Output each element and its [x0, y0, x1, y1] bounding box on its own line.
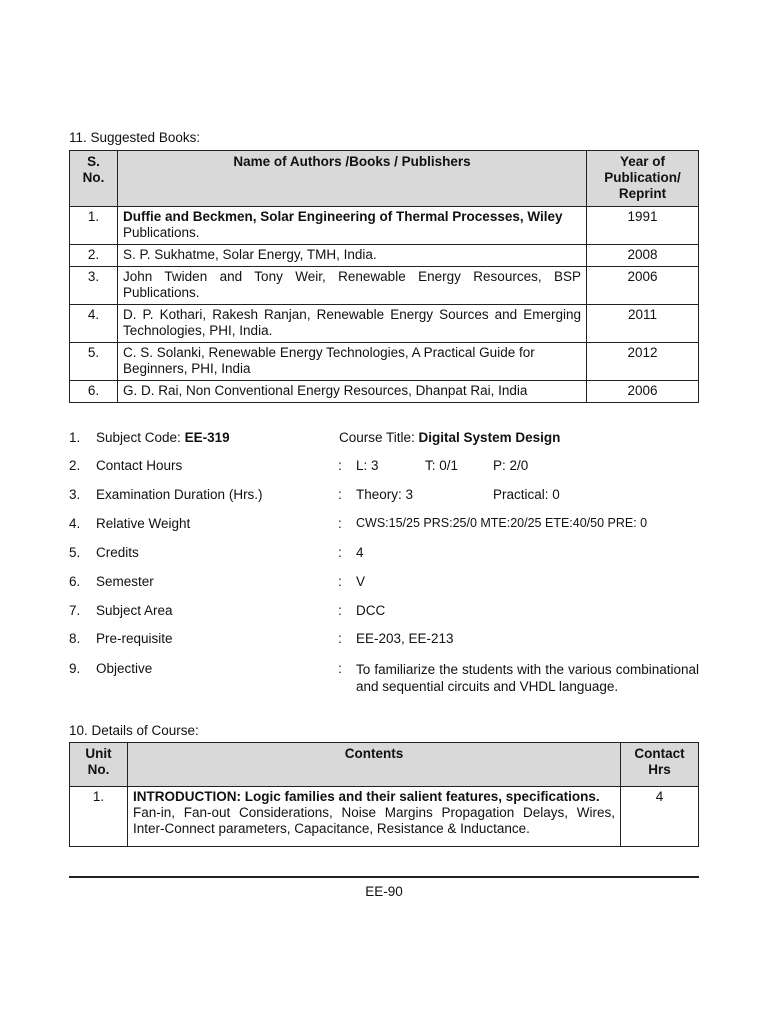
- semester-value: V: [356, 574, 366, 589]
- info-label: Objective: [96, 661, 153, 676]
- info-num: 5.: [69, 545, 81, 560]
- info-label: Pre-requisite: [96, 631, 173, 646]
- course-title-label: Course Title:: [339, 430, 415, 445]
- table-row: [70, 305, 699, 343]
- credits-value: 4: [356, 545, 364, 560]
- contact-hours-l: L: 3: [356, 458, 379, 473]
- table-row: [70, 343, 699, 381]
- book-sno: 2.: [70, 245, 118, 267]
- course-topic-title: INTRODUCTION:: [132, 789, 241, 804]
- book-sno: 4.: [70, 305, 118, 343]
- info-num: 8.: [69, 631, 81, 646]
- details-heading: 10. Details of Course:: [69, 723, 199, 738]
- info-num: 1.: [69, 430, 81, 445]
- info-colon: :: [338, 574, 342, 589]
- info-label: Examination Duration (Hrs.): [96, 487, 263, 502]
- subject-code-value: EE-319: [184, 430, 230, 445]
- table-row: [70, 245, 699, 267]
- page-number: EE-90: [365, 884, 403, 899]
- course-table: [69, 742, 699, 847]
- book-name: [117, 207, 586, 245]
- table-row: [70, 381, 699, 403]
- objective-value: To familiarize the students with the various combinational and sequential circuits and VHDL language.: [356, 662, 699, 694]
- book-name: C. S. Solanki, Renewable Energy Technologies, A Practical Guide for Beginners, PHI, India: [117, 343, 586, 381]
- book-sno: 6.: [70, 381, 118, 403]
- books-header-row: [70, 151, 699, 207]
- book-sno: 1.: [70, 207, 118, 245]
- book-year: 2008: [587, 245, 699, 267]
- book-name-bold: Duffie and Beckmen, Solar Engineering of Thermal Processes, Wiley: [122, 209, 563, 224]
- info-credits: [69, 545, 709, 565]
- book-year: 2006: [587, 381, 699, 403]
- book-name: S. P. Sukhatme, Solar Energy, TMH, India.: [117, 245, 586, 267]
- book-name-rest: Publications.: [122, 225, 200, 240]
- exam-theory: Theory: 3: [356, 487, 414, 502]
- info-num: 4.: [69, 516, 81, 531]
- book-sno: 5.: [70, 343, 118, 381]
- table-row: [70, 267, 699, 305]
- info-contact-hours: [69, 458, 709, 478]
- info-label: Semester: [96, 574, 154, 589]
- book-name: John Twiden and Tony Weir, Renewable Energy Resources, BSP Publications.: [117, 267, 586, 305]
- info-relative-weight: [69, 516, 709, 536]
- info-colon: :: [338, 545, 342, 560]
- course-header-row: [70, 743, 699, 787]
- info-num: 3.: [69, 487, 81, 502]
- books-header-year: Year of Publication/ Reprint: [587, 151, 699, 207]
- info-num: 2.: [69, 458, 81, 473]
- info-objective: [69, 661, 709, 713]
- info-colon: :: [338, 458, 342, 473]
- course-unit: 1.: [70, 787, 128, 847]
- info-subject-area: [69, 603, 709, 623]
- info-label: [96, 430, 230, 445]
- info-num: 6.: [69, 574, 81, 589]
- course-header-hours: Contact Hrs: [621, 743, 699, 787]
- course-hours: 4: [621, 787, 699, 847]
- course-contents-body: Fan-in, Fan-out Considerations, Noise Margins Propagation Delays, Wires, Inter-Connect parameters, Capacitance, Resistance & Inductance.: [132, 805, 615, 836]
- info-semester: [69, 574, 709, 594]
- books-header-name: Name of Authors /Books / Publishers: [117, 151, 586, 207]
- info-num: 7.: [69, 603, 81, 618]
- subject-code-label: Subject Code:: [96, 430, 181, 445]
- info-exam-duration: [69, 487, 709, 507]
- info-label: Relative Weight: [96, 516, 191, 531]
- book-year: 1991: [587, 207, 699, 245]
- course-contents-title: [133, 789, 615, 805]
- info-label: Subject Area: [96, 603, 173, 618]
- course-title: [339, 430, 560, 445]
- footer-rule: [69, 876, 699, 878]
- table-row: [70, 207, 699, 245]
- book-year: 2011: [587, 305, 699, 343]
- prerequisite-value: EE-203, EE-213: [356, 631, 454, 646]
- books-table: [69, 150, 699, 403]
- book-year: 2006: [587, 267, 699, 305]
- info-subject-code: [69, 430, 709, 450]
- info-num: 9.: [69, 661, 81, 676]
- info-label: Contact Hours: [96, 458, 183, 473]
- book-year: 2012: [587, 343, 699, 381]
- contact-hours-p: P: 2/0: [493, 458, 529, 473]
- course-topic-title-rest: Logic families and their salient features, specifications.: [240, 789, 600, 804]
- books-heading: 11. Suggested Books:: [69, 130, 201, 145]
- info-label: Credits: [96, 545, 139, 560]
- contact-hours-t: T: 0/1: [425, 458, 459, 473]
- relative-weight-value: CWS:15/25 PRS:25/0 MTE:20/25 ETE:40/50 PRE: 0: [356, 516, 648, 530]
- course-contents: [127, 787, 620, 847]
- info-colon: :: [338, 631, 342, 646]
- info-colon: :: [338, 661, 342, 676]
- info-colon: :: [338, 603, 342, 618]
- course-title-value: Digital System Design: [418, 430, 561, 445]
- book-name: D. P. Kothari, Rakesh Ranjan, Renewable Energy Sources and Emerging Technologies, PHI, India.: [117, 305, 586, 343]
- books-header-sno: S. No.: [70, 151, 118, 207]
- course-header-unit: Unit No.: [70, 743, 128, 787]
- exam-practical: Practical: 0: [493, 487, 560, 502]
- subject-area-value: DCC: [356, 603, 386, 618]
- book-name: G. D. Rai, Non Conventional Energy Resources, Dhanpat Rai, India: [117, 381, 586, 403]
- info-colon: :: [338, 487, 342, 502]
- info-colon: :: [338, 516, 342, 531]
- table-row: [70, 787, 699, 847]
- course-header-contents: Contents: [127, 743, 620, 787]
- info-prerequisite: [69, 631, 709, 651]
- book-sno: 3.: [70, 267, 118, 305]
